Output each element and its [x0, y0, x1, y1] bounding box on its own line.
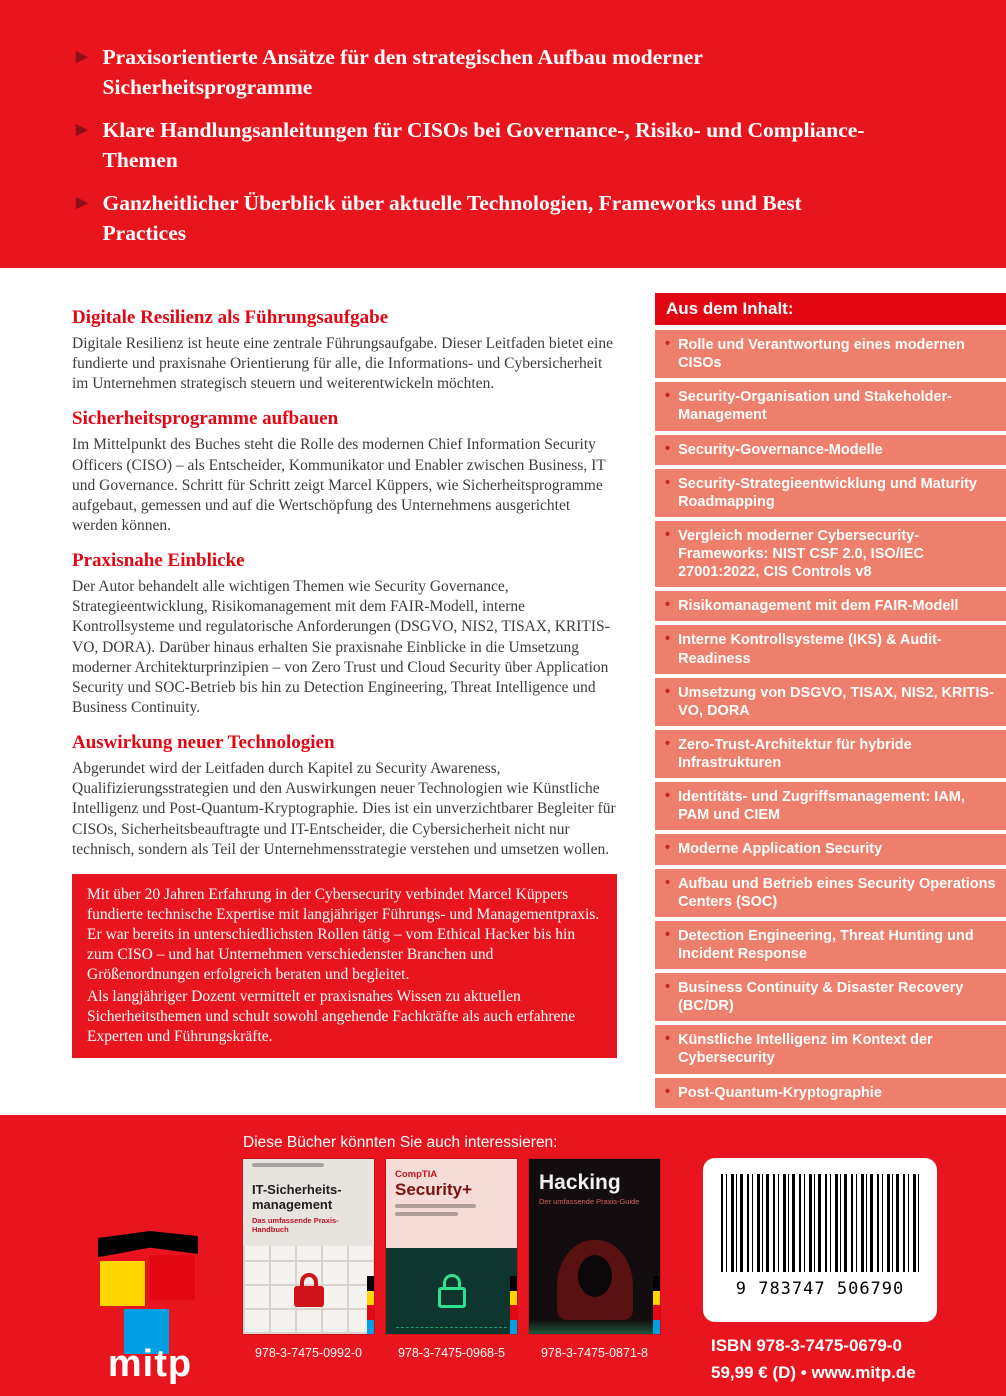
main-content — [0, 268, 1006, 1115]
barcode-number: 9 783747 506790 — [735, 1279, 905, 1299]
circuit-image — [386, 1248, 517, 1334]
contents-item-text: Detection Engineering, Threat Hunting und Incident Response — [678, 927, 974, 962]
related-books-heading: Diese Bücher könnten Sie auch interessieren: — [243, 1134, 558, 1151]
contents-item — [655, 330, 1006, 378]
book-title: Hacking — [539, 1171, 621, 1194]
contents-item-text: Rolle und Verantwortung eines modernen CISOs — [678, 337, 965, 372]
section-body: Abgerundet wird der Leitfaden durch Kapitel zu Security Awareness, Qualifizierungsstrategien und den Auswirkungen neuer Technologien wie Künstliche Intelligenz und Post-Quantum-Kryptographie. Dies ist ein unverzichtbarer Begleiter für CISOs, Sicherheitsbeauftragte und IT-Entscheider, die Cybersicherheit nicht nur technisch, sondern als Teil der Unternehmensstrategie verstehen und umsetzen wollen. — [72, 760, 616, 858]
footer-banner — [0, 1115, 1006, 1396]
contents-item-text: Security-Strategieentwicklung und Maturity Roadmapping — [678, 475, 977, 510]
hooded-figure-image — [557, 1240, 633, 1320]
book-cover-hacking — [529, 1159, 660, 1334]
contents-item — [655, 382, 1006, 430]
book-subtitle: Der umfassende Praxis-Guide — [539, 1197, 640, 1206]
related-book-2 — [386, 1159, 517, 1360]
description-sections — [72, 307, 617, 860]
contents-item — [655, 782, 1006, 830]
contents-item — [655, 591, 1006, 621]
contents-item-text: Business Continuity & Disaster Recovery (BC/DR) — [678, 980, 964, 1015]
key-point — [76, 42, 866, 102]
section-body: Digitale Resilienz ist heute eine zentrale Führungsaufgabe. Dieser Leitfaden bietet eine fundierte und praxisnahe Orientierung für alle, die Informations- und Cybersicherheit im Unternehmen strategisch steuern und weiterentwickeln möchten. — [72, 335, 613, 393]
contents-item — [655, 625, 1006, 673]
mitp-brand-strip — [653, 1276, 660, 1334]
isbn-label: ISBN 978-3-7475-0679-0 — [711, 1336, 902, 1355]
mitp-logo — [98, 1231, 202, 1383]
bullet-dot-icon: • — [665, 597, 671, 614]
bullet-dot-icon: • — [665, 840, 671, 857]
book-title: Security+ — [395, 1180, 473, 1199]
contents-item-text: Risikomanagement mit dem FAIR-Modell — [678, 598, 959, 615]
contents-item-text: Security-Organisation und Stakeholder-Management — [678, 389, 953, 424]
mitp-logo-yellow-square — [100, 1261, 145, 1306]
mitp-brand-strip — [367, 1276, 374, 1334]
contents-item — [655, 678, 1006, 726]
section-heading: Praxisnahe Einblicke — [72, 550, 245, 572]
book-cover-it-sicherheitsmanagement — [243, 1159, 374, 1334]
contents-item — [655, 869, 1006, 917]
contents-item — [655, 730, 1006, 778]
bullet-dot-icon: • — [665, 1031, 671, 1048]
bullet-dot-icon: • — [665, 388, 671, 405]
triangle-bullet-icon: ▶ — [76, 122, 88, 139]
contents-item — [655, 973, 1006, 1021]
bullet-dot-icon: • — [665, 979, 671, 995]
bullet-dot-icon: • — [665, 683, 671, 700]
author-bio-paragraph: Als langjähriger Dozent vermittelt er praxisnahes Wissen zu aktuellen Sicherheitsthemen und schult sowohl angehende Fachkräfte als auch erfahrene Experten und Führungskräfte. — [87, 987, 576, 1045]
contents-item-text: Zero-Trust-Architektur für hybride Infrastrukturen — [678, 736, 912, 771]
green-padlock-icon — [438, 1274, 466, 1308]
section-heading: Sicherheitsprogramme aufbauen — [72, 408, 339, 430]
bullet-dot-icon: • — [665, 1083, 671, 1100]
book-isbn: 978-3-7475-0871-8 — [540, 1346, 649, 1360]
bullet-dot-icon: • — [665, 336, 671, 352]
description-column — [72, 293, 617, 1058]
key-point-text: Ganzheitlicher Überblick über aktuelle Technologien, Frameworks und Best Practices — [102, 191, 802, 246]
description-section — [72, 550, 617, 718]
triangle-bullet-icon: ▶ — [76, 195, 88, 212]
bullet-dot-icon: • — [665, 926, 671, 943]
contents-item-text: Interne Kontrollsysteme (IKS) & Audit-Readiness — [678, 632, 942, 667]
contents-panel-title: Aus dem Inhalt: — [655, 293, 1006, 325]
screen-glow — [529, 1320, 660, 1334]
contents-list — [655, 330, 1006, 1108]
contents-item — [655, 1025, 1006, 1073]
fine-print-line — [395, 1212, 458, 1216]
book-subtitle: Das umfassende Praxis-Handbuch — [252, 1216, 339, 1235]
keyboard-image — [243, 1246, 374, 1334]
contents-item-text: Künstliche Intelligenz im Kontext der Cybersecurity — [678, 1032, 933, 1067]
bullet-dot-icon: • — [665, 631, 671, 648]
book-brand: CompTIA — [395, 1169, 438, 1180]
contents-item-text: Aufbau und Betrieb eines Security Operations Centers (SOC) — [678, 875, 996, 910]
key-point-text: Praxisorientierte Ansätze für den strategischen Aufbau moderner Sicherheitsprogramme — [102, 45, 703, 100]
key-points-list — [76, 42, 936, 249]
contents-item-text: Umsetzung von DSGVO, TISAX, NIS2, KRITIS-VO, DORA — [678, 684, 994, 719]
price-and-website: 59,99 € (D) • www.mitp.de — [711, 1363, 916, 1382]
description-section — [72, 732, 617, 860]
barcode-bars — [721, 1174, 919, 1272]
section-heading: Auswirkung neuer Technologien — [72, 732, 335, 754]
contents-item — [655, 921, 1006, 969]
contents-item-text: Security-Governance-Modelle — [678, 441, 883, 458]
key-point — [76, 115, 866, 175]
bullet-dot-icon: • — [665, 440, 671, 457]
contents-item-text: Post-Quantum-Kryptographie — [678, 1084, 882, 1101]
bullet-dot-icon: • — [665, 874, 671, 891]
mitp-brand-strip — [510, 1276, 517, 1334]
key-point-text: Klare Handlungsanleitungen für CISOs bei Governance-, Risiko- und Compliance-Themen — [102, 118, 865, 173]
fine-print-line — [395, 1204, 476, 1208]
red-padlock-icon — [294, 1273, 324, 1307]
bullet-dot-icon: • — [665, 788, 671, 805]
contents-item-text: Moderne Application Security — [678, 841, 883, 858]
contents-item — [655, 521, 1006, 587]
contents-item — [655, 435, 1006, 465]
description-section — [72, 408, 617, 536]
bullet-dot-icon: • — [665, 526, 671, 543]
related-book-1 — [243, 1159, 374, 1360]
description-section — [72, 307, 617, 394]
book-isbn: 978-3-7475-0992-0 — [254, 1346, 363, 1360]
author-bio-box — [72, 874, 617, 1058]
book-cover-comptia-security-plus — [386, 1159, 517, 1334]
bullet-dot-icon: • — [665, 474, 671, 491]
mitp-logo-red-square — [150, 1255, 195, 1300]
contents-panel — [655, 293, 1006, 1112]
contents-item-text: Identitäts- und Zugriffsmanagement: IAM, PAM und CIEM — [678, 789, 965, 824]
barcode — [703, 1158, 937, 1322]
mitp-wordmark: mitp — [107, 1343, 193, 1385]
related-book-3 — [529, 1159, 660, 1360]
bullet-dot-icon: • — [665, 735, 671, 752]
contents-item-text: Vergleich moderner Cybersecurity-Frameworks: NIST CSF 2.0, ISO/IEC 27001:2022, CIS Controls v8 — [678, 527, 924, 581]
top-banner — [0, 0, 1006, 268]
related-books-row — [243, 1159, 660, 1360]
section-body: Der Autor behandelt alle wichtigen Themen wie Security Governance, Strategieentwicklung, Risikomanagement mit dem FAIR-Modell, interne Kontrollsysteme und regulatorische Anforderungen (DSGVO, NIS2, TISAX, KRITIS-VO, DORA). Darüber hinaus erhalten Sie praxisnahe Einblicke in die Umsetzung moderner Architekturprinzipien – von Zero Trust und Cloud Security über Application Security und SOC-Betrieb bis hin zu Detection Engineering, Threat Intelligence und Business Continuity. — [72, 578, 610, 716]
contents-item — [655, 834, 1006, 864]
section-heading: Digitale Resilienz als Führungsaufgabe — [72, 307, 389, 328]
author-bio-paragraph: Mit über 20 Jahren Erfahrung in der Cybersecurity verbindet Marcel Küppers fundierte technische Expertise mit langjähriger Führungs- und Managementpraxis. Er war bereits in unterschiedlichsten Rollen tätig – vom Ethical Hacker bis hin zum CISO – und hat Unternehmen verschiedenster Branchen und Größenordnungen erfolgreich beraten und begleitet. — [87, 885, 600, 984]
circuit-trace — [396, 1327, 507, 1328]
contents-item — [655, 1078, 1006, 1108]
fine-print-line — [252, 1163, 324, 1167]
book-title: IT-Sicherheits-management — [252, 1182, 342, 1212]
contents-item — [655, 469, 1006, 517]
book-isbn: 978-3-7475-0968-5 — [397, 1346, 506, 1360]
section-body: Im Mittelpunkt des Buches steht die Rolle des modernen Chief Information Security Officers (CISO) – als Entscheider, Kommunikator und Enabler zwischen Business, IT und Governance. Schritt für Schritt zeigt Marcel Küppers, wie Sicherheitsprogramme aufgebaut, gemessen und auf die Wertschöpfung des Unternehmens ausgerichtet werden können. — [72, 436, 606, 534]
key-point — [76, 188, 866, 248]
triangle-bullet-icon: ▶ — [76, 49, 88, 65]
